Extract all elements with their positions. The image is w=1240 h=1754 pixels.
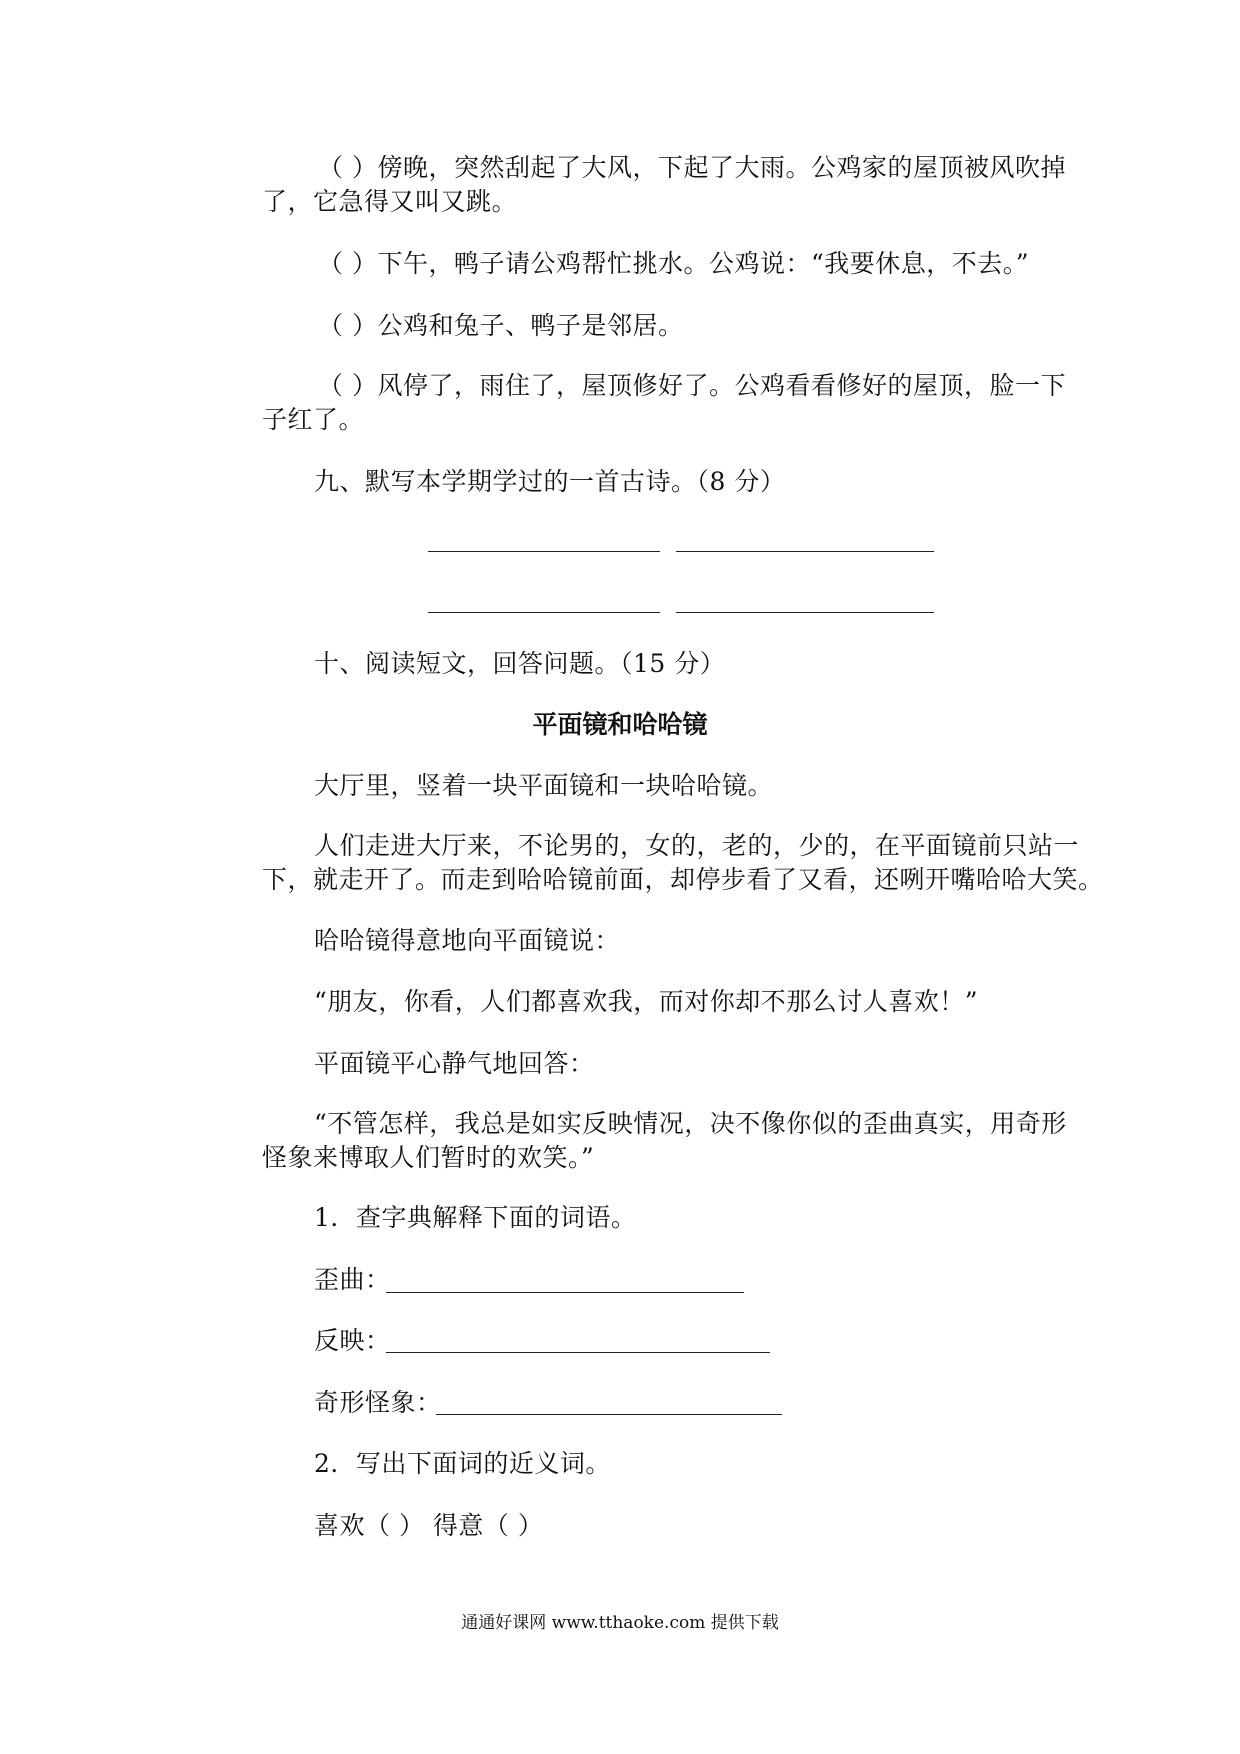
word-label-fanying: 反映： — [314, 1326, 391, 1355]
order-item-4-line-2: 子红了。 — [262, 405, 365, 434]
section-10-heading: 十、阅读短文，回答问题。（15 分） — [314, 649, 726, 678]
question-2: 2．写出下面词的近义词。 — [314, 1449, 611, 1478]
section-9-heading: 九、默写本学期学过的一首古诗。（8 分） — [314, 467, 786, 496]
answer-blank-fanying[interactable] — [386, 1352, 770, 1353]
word-label-qixingguaixiang: 奇形怪象： — [314, 1388, 442, 1417]
passage-paragraph-2-line-1: 人们走进大厅来，不论男的，女的，老的，少的，在平面镜前只站一 — [314, 831, 1080, 860]
passage-paragraph-1: 大厅里，竖着一块平面镜和一块哈哈镜。 — [314, 771, 774, 800]
passage-paragraph-4: “朋友，你看，人们都喜欢我，而对你却不那么讨人喜欢！” — [314, 987, 979, 1016]
order-item-2: （ ）下午，鸭子请公鸡帮忙挑水。公鸡说：“我要休息，不去。” — [318, 249, 1030, 278]
word-label-waiqu: 歪曲： — [314, 1265, 391, 1294]
order-item-3: （ ）公鸡和兔子、鸭子是邻居。 — [318, 311, 684, 340]
passage-paragraph-6-line-2: 怪象来博取人们暂时的欢笑。” — [262, 1143, 595, 1172]
order-item-4-line-1: （ ）风停了，雨住了，屋顶修好了。公鸡看看修好的屋顶，脸一下 — [318, 371, 1066, 400]
answer-blank-waiqu[interactable] — [386, 1292, 744, 1293]
answer-blank-qixingguaixiang[interactable] — [436, 1414, 782, 1415]
order-item-1-line-1: （ ）傍晚，突然刮起了大风，下起了大雨。公鸡家的屋顶被风吹掉 — [318, 153, 1066, 182]
poem-blank-3[interactable] — [428, 612, 660, 613]
poem-blank-2[interactable] — [676, 551, 934, 552]
passage-paragraph-2-line-2: 下，就走开了。而走到哈哈镜前面，却停步看了又看，还咧开嘴哈哈大笑。 — [262, 865, 1104, 894]
passage-paragraph-6-line-1: “不管怎样，我总是如实反映情况，决不像你似的歪曲真实，用奇形 — [314, 1109, 1067, 1138]
question-1: 1．查字典解释下面的词语。 — [314, 1203, 637, 1232]
poem-blank-4[interactable] — [676, 612, 934, 613]
passage-paragraph-3: 哈哈镜得意地向平面镜说： — [314, 926, 621, 955]
passage-paragraph-5: 平面镜平心静气地回答： — [314, 1049, 595, 1078]
order-item-1-line-2: 了，它急得又叫又跳。 — [262, 187, 518, 216]
page-footer: 通通好课网 www.tthaoke.com 提供下载 — [461, 1613, 779, 1633]
passage-title: 平面镜和哈哈镜 — [532, 710, 708, 739]
poem-blank-1[interactable] — [428, 551, 660, 552]
synonym-line: 喜欢（ ） 得意（ ） — [314, 1511, 544, 1540]
